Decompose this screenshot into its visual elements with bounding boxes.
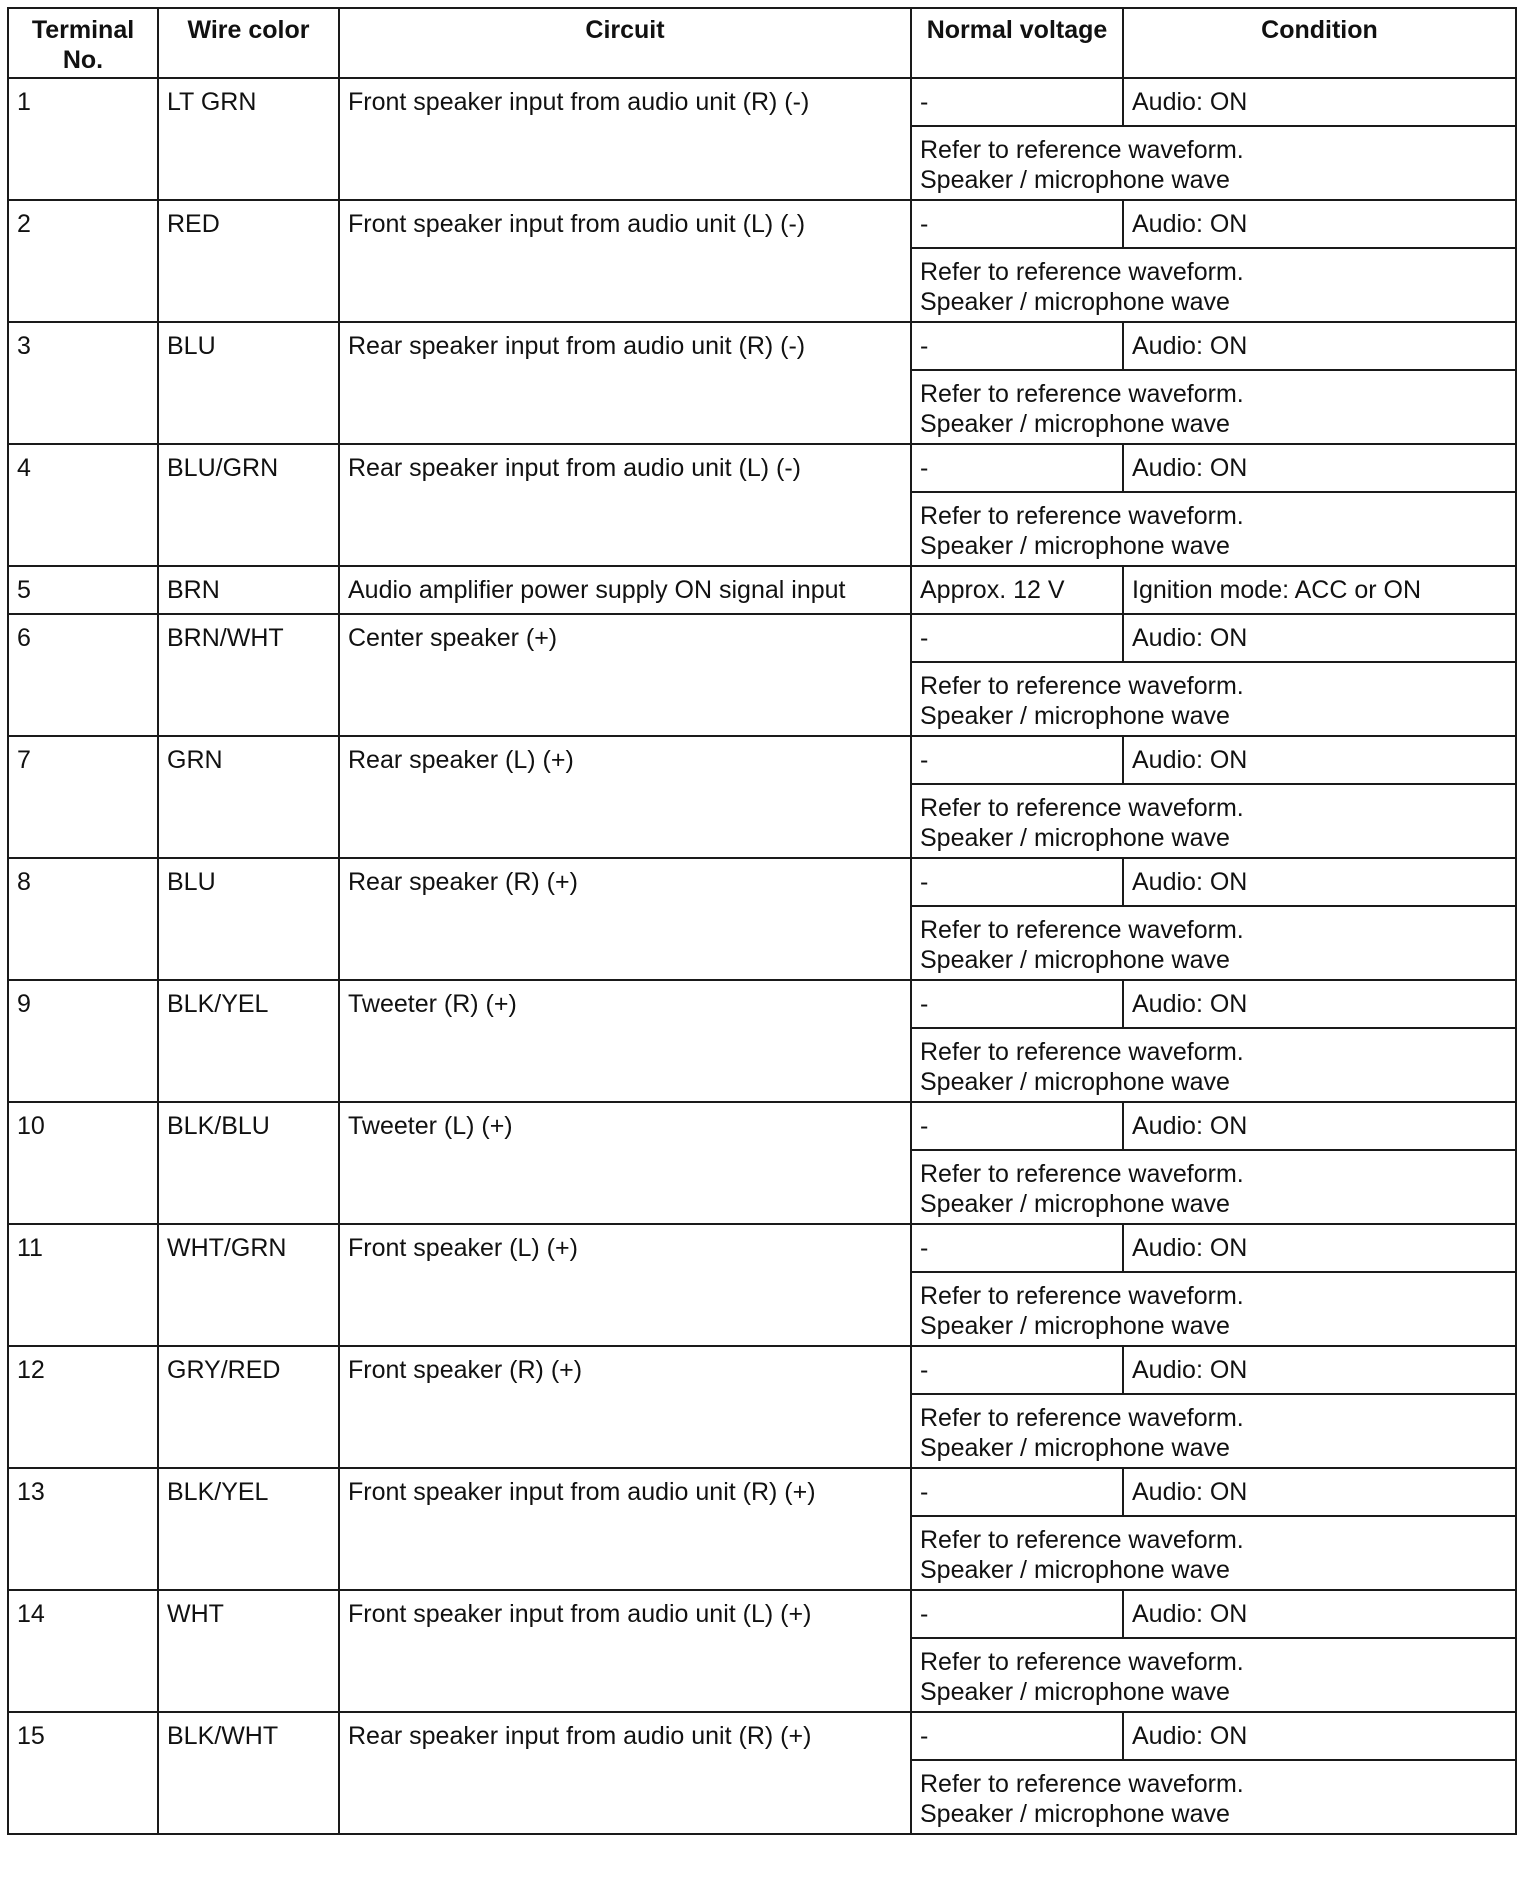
circuit: Front speaker input from audio unit (L) (+)	[339, 1590, 911, 1712]
table-row	[8, 1102, 1516, 1150]
waveform-note-line: Speaker / microphone wave	[920, 532, 1230, 560]
header-circuit: Circuit	[339, 8, 911, 78]
table-body	[8, 78, 1516, 1834]
waveform-note-line: Refer to reference waveform.	[920, 1770, 1244, 1798]
terminal-number: 15	[8, 1712, 158, 1834]
waveform-note	[911, 1150, 1516, 1224]
condition: Audio: ON	[1123, 614, 1516, 662]
waveform-note-line: Speaker / microphone wave	[920, 166, 1230, 194]
normal-voltage: -	[911, 444, 1123, 492]
waveform-note-line: Refer to reference waveform.	[920, 1160, 1244, 1188]
table-row	[8, 78, 1516, 126]
waveform-note-line: Speaker / microphone wave	[920, 1678, 1230, 1706]
table-row	[8, 200, 1516, 248]
normal-voltage: -	[911, 322, 1123, 370]
wire-color: LT GRN	[158, 78, 339, 200]
waveform-note	[911, 370, 1516, 444]
terminal-number: 1	[8, 78, 158, 200]
condition: Ignition mode: ACC or ON	[1123, 566, 1516, 614]
waveform-note	[911, 1028, 1516, 1102]
terminal-number: 8	[8, 858, 158, 980]
table-row	[8, 858, 1516, 906]
waveform-note-line: Refer to reference waveform.	[920, 258, 1244, 286]
wire-color: BLK/BLU	[158, 1102, 339, 1224]
header-wire-color: Wire color	[158, 8, 339, 78]
terminal-number: 3	[8, 322, 158, 444]
table-row	[8, 1468, 1516, 1516]
waveform-note	[911, 1760, 1516, 1834]
table-row	[8, 322, 1516, 370]
waveform-note-line: Speaker / microphone wave	[920, 1800, 1230, 1828]
condition: Audio: ON	[1123, 858, 1516, 906]
terminal-number: 5	[8, 566, 158, 614]
circuit: Tweeter (R) (+)	[339, 980, 911, 1102]
header-condition: Condition	[1123, 8, 1516, 78]
condition: Audio: ON	[1123, 1102, 1516, 1150]
table-row	[8, 1346, 1516, 1394]
normal-voltage: -	[911, 1712, 1123, 1760]
condition: Audio: ON	[1123, 322, 1516, 370]
wire-color: GRY/RED	[158, 1346, 339, 1468]
condition: Audio: ON	[1123, 1712, 1516, 1760]
wire-color: WHT/GRN	[158, 1224, 339, 1346]
waveform-note	[911, 1272, 1516, 1346]
circuit: Rear speaker input from audio unit (R) (+)	[339, 1712, 911, 1834]
circuit: Front speaker (L) (+)	[339, 1224, 911, 1346]
waveform-note	[911, 248, 1516, 322]
normal-voltage: -	[911, 78, 1123, 126]
waveform-note-line: Refer to reference waveform.	[920, 1038, 1244, 1066]
waveform-note-line: Refer to reference waveform.	[920, 672, 1244, 700]
wire-color: BLU	[158, 858, 339, 980]
normal-voltage: -	[911, 1590, 1123, 1638]
waveform-note-line: Refer to reference waveform.	[920, 794, 1244, 822]
waveform-note-line: Refer to reference waveform.	[920, 1526, 1244, 1554]
wire-color: RED	[158, 200, 339, 322]
circuit: Audio amplifier power supply ON signal input	[339, 566, 911, 614]
circuit: Front speaker input from audio unit (L) (-)	[339, 200, 911, 322]
terminal-number: 14	[8, 1590, 158, 1712]
condition: Audio: ON	[1123, 980, 1516, 1028]
header-normal-voltage: Normal voltage	[911, 8, 1123, 78]
normal-voltage: -	[911, 1102, 1123, 1150]
waveform-note	[911, 906, 1516, 980]
table-row	[8, 1712, 1516, 1760]
table-row	[8, 614, 1516, 662]
normal-voltage: -	[911, 858, 1123, 906]
waveform-note	[911, 126, 1516, 200]
header-row	[8, 8, 1516, 78]
normal-voltage: -	[911, 614, 1123, 662]
waveform-note-line: Refer to reference waveform.	[920, 1404, 1244, 1432]
waveform-note-line: Speaker / microphone wave	[920, 1068, 1230, 1096]
normal-voltage: -	[911, 1224, 1123, 1272]
waveform-note-line: Speaker / microphone wave	[920, 410, 1230, 438]
waveform-note	[911, 784, 1516, 858]
waveform-note	[911, 1638, 1516, 1712]
terminal-number: 7	[8, 736, 158, 858]
condition: Audio: ON	[1123, 1346, 1516, 1394]
waveform-note-line: Speaker / microphone wave	[920, 702, 1230, 730]
waveform-note-line: Refer to reference waveform.	[920, 916, 1244, 944]
waveform-note-line: Refer to reference waveform.	[920, 1648, 1244, 1676]
normal-voltage: -	[911, 980, 1123, 1028]
condition: Audio: ON	[1123, 444, 1516, 492]
condition: Audio: ON	[1123, 1590, 1516, 1638]
condition: Audio: ON	[1123, 736, 1516, 784]
terminal-table	[7, 7, 1517, 1835]
terminal-number: 6	[8, 614, 158, 736]
normal-voltage: Approx. 12 V	[911, 566, 1123, 614]
waveform-note-line: Speaker / microphone wave	[920, 824, 1230, 852]
waveform-note	[911, 492, 1516, 566]
normal-voltage: -	[911, 200, 1123, 248]
waveform-note	[911, 1516, 1516, 1590]
terminal-number: 11	[8, 1224, 158, 1346]
terminal-number: 12	[8, 1346, 158, 1468]
condition: Audio: ON	[1123, 78, 1516, 126]
circuit: Front speaker (R) (+)	[339, 1346, 911, 1468]
waveform-note-line: Speaker / microphone wave	[920, 1190, 1230, 1218]
waveform-note-line: Refer to reference waveform.	[920, 502, 1244, 530]
wire-color: BRN/WHT	[158, 614, 339, 736]
terminal-number: 10	[8, 1102, 158, 1224]
waveform-note-line: Speaker / microphone wave	[920, 946, 1230, 974]
waveform-note-line: Refer to reference waveform.	[920, 1282, 1244, 1310]
circuit: Rear speaker input from audio unit (L) (-)	[339, 444, 911, 566]
waveform-note-line: Speaker / microphone wave	[920, 1434, 1230, 1462]
wire-color: BLK/WHT	[158, 1712, 339, 1834]
header-terminal: Terminal No.	[8, 8, 158, 78]
table-row	[8, 1224, 1516, 1272]
circuit: Rear speaker input from audio unit (R) (-)	[339, 322, 911, 444]
condition: Audio: ON	[1123, 1468, 1516, 1516]
wire-color: GRN	[158, 736, 339, 858]
terminal-number: 2	[8, 200, 158, 322]
waveform-note-line: Speaker / microphone wave	[920, 1312, 1230, 1340]
table-row	[8, 1590, 1516, 1638]
waveform-note-line: Refer to reference waveform.	[920, 380, 1244, 408]
waveform-note	[911, 662, 1516, 736]
terminal-number: 13	[8, 1468, 158, 1590]
table-row	[8, 980, 1516, 1028]
waveform-note-line: Speaker / microphone wave	[920, 1556, 1230, 1584]
waveform-note-line: Refer to reference waveform.	[920, 136, 1244, 164]
waveform-note	[911, 1394, 1516, 1468]
wire-color: BLK/YEL	[158, 1468, 339, 1590]
circuit: Tweeter (L) (+)	[339, 1102, 911, 1224]
waveform-note-line: Speaker / microphone wave	[920, 288, 1230, 316]
wire-color: BLK/YEL	[158, 980, 339, 1102]
table-row	[8, 444, 1516, 492]
wire-color: BLU	[158, 322, 339, 444]
normal-voltage: -	[911, 736, 1123, 784]
circuit: Center speaker (+)	[339, 614, 911, 736]
circuit: Rear speaker (R) (+)	[339, 858, 911, 980]
condition: Audio: ON	[1123, 200, 1516, 248]
wire-color: BRN	[158, 566, 339, 614]
table-row	[8, 566, 1516, 614]
condition: Audio: ON	[1123, 1224, 1516, 1272]
table-row	[8, 736, 1516, 784]
terminal-number: 4	[8, 444, 158, 566]
normal-voltage: -	[911, 1346, 1123, 1394]
circuit: Front speaker input from audio unit (R) (+)	[339, 1468, 911, 1590]
circuit: Front speaker input from audio unit (R) (-)	[339, 78, 911, 200]
wire-color: BLU/GRN	[158, 444, 339, 566]
normal-voltage: -	[911, 1468, 1123, 1516]
terminal-number: 9	[8, 980, 158, 1102]
wire-color: WHT	[158, 1590, 339, 1712]
circuit: Rear speaker (L) (+)	[339, 736, 911, 858]
